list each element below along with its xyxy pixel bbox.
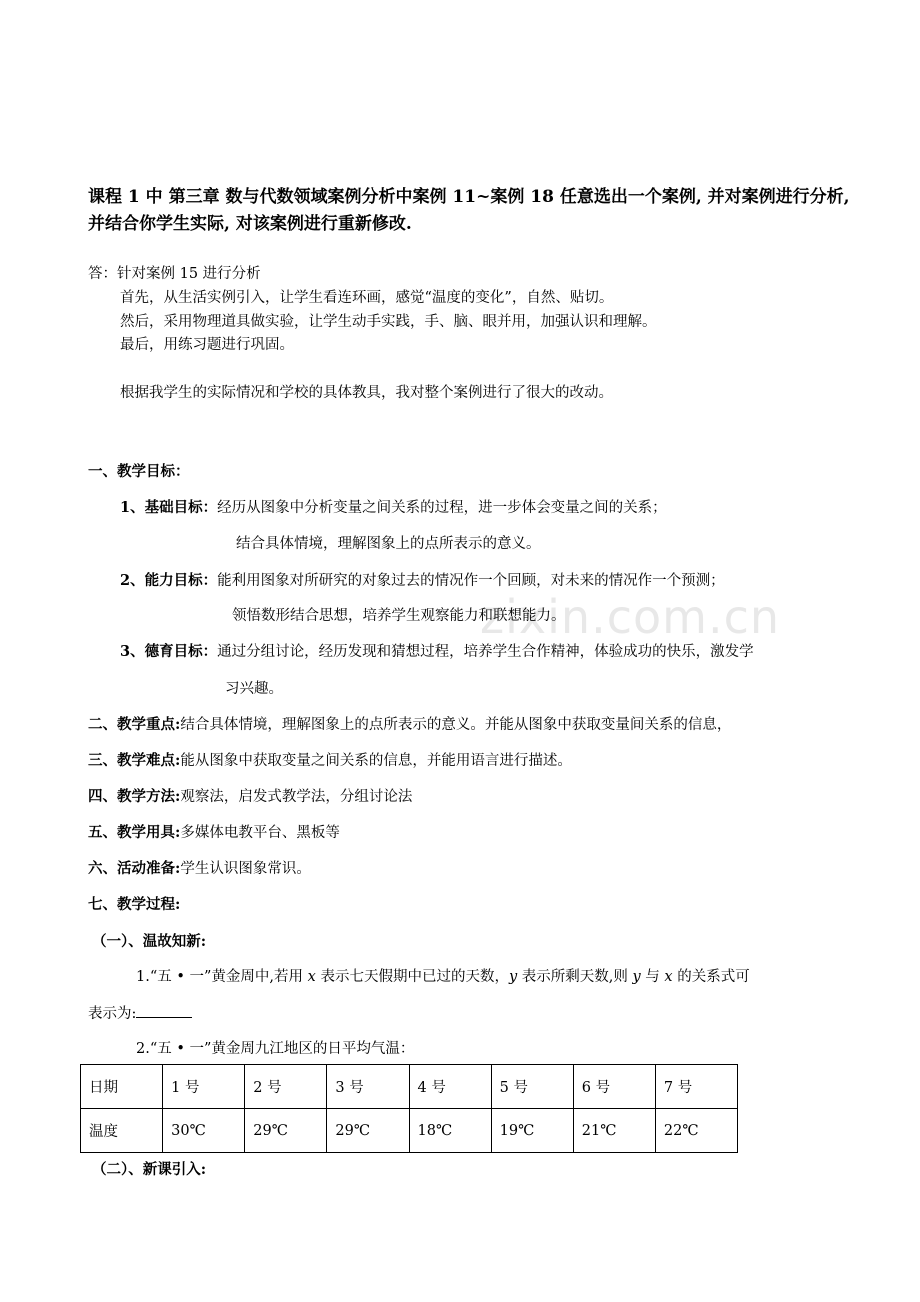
temperature-table	[80, 1064, 738, 1153]
table-cell: 1 号	[163, 1065, 245, 1109]
section-text: 能从图象中获取变量之间关系的信息，并能用语言进行描述。	[180, 753, 572, 769]
var-x: x	[307, 969, 316, 985]
q1-text: 1.“五 • 一”黄金周中,若用	[136, 969, 308, 985]
q1-text: 表示为:	[88, 1006, 137, 1022]
q1-text: 与	[640, 969, 665, 985]
answer-line-2: 然后，采用物理道具做实验，让学生动手实践，手、脑、眼并用，加强认识和理解。	[120, 314, 657, 330]
goal-item-moral	[120, 640, 754, 661]
goal-text: 经历从图象中分析变量之间关系的过程，进一步体会变量之间的关系；	[217, 500, 667, 516]
table-cell: 3 号	[327, 1065, 409, 1109]
section-tools	[88, 821, 340, 842]
table-cell: 7 号	[655, 1065, 737, 1109]
assignment-title: 课程 1 中 第三章 数与代数领域案例分析中案例 11~案例 18 任意选出一个案例, 并对案例进行分析, 并结合你学生实际, 对该案例进行重新修改.	[88, 187, 850, 234]
table-cell: 18℃	[409, 1109, 491, 1153]
table-cell: 29℃	[245, 1109, 327, 1153]
table-cell: 22℃	[655, 1109, 737, 1153]
new-lesson-heading: （二）、新课引入:	[92, 1161, 207, 1178]
section-text: 学生认识图象常识。	[180, 861, 311, 877]
q1-text: 表示所剩天数,则	[517, 969, 633, 985]
table-cell: 29℃	[327, 1109, 409, 1153]
section-preparation	[88, 857, 311, 878]
goal-label: 2、能力目标：	[120, 572, 218, 589]
section-text: 观察法，启发式教学法，分组讨论法	[180, 789, 413, 805]
table-row	[81, 1109, 738, 1153]
answer-blank[interactable]	[136, 1003, 192, 1018]
answer-line-1: 首先，从生活实例引入，让学生看连环画，感觉“温度的变化”，自然、贴切。	[120, 290, 614, 306]
goal-text: 能利用图象对所研究的对象过去的情况作一个回顾，对未来的情况作一个预测；	[217, 573, 725, 589]
section-process	[88, 893, 180, 914]
review-heading: （一）、温故知新:	[92, 933, 207, 950]
goal-item-moral-line2: 习兴趣。	[225, 681, 283, 697]
goal-label: 3、德育目标：	[120, 643, 218, 660]
goal-label: 1、基础目标：	[120, 499, 218, 516]
table-row	[81, 1065, 738, 1109]
table-cell: 5 号	[491, 1065, 573, 1109]
section-label: 二、教学重点:	[88, 716, 181, 733]
q1-text: 的关系式可	[672, 969, 750, 985]
question-1	[136, 965, 750, 986]
table-cell: 19℃	[491, 1109, 573, 1153]
watermark: zixin.com.cn	[480, 590, 781, 644]
table-cell: 21℃	[573, 1109, 655, 1153]
answer-summary: 根据我学生的实际情况和学校的具体教具，我对整个案例进行了很大的改动。	[120, 385, 613, 401]
section-label: 三、教学难点:	[88, 752, 181, 769]
answer-intro: 答：针对案例 15 进行分析	[88, 266, 261, 282]
table-cell: 2 号	[245, 1065, 327, 1109]
section-difficulty	[88, 749, 572, 770]
section-label: 五、教学用具:	[88, 824, 181, 841]
table-cell: 温度	[81, 1109, 163, 1153]
table-cell: 日期	[81, 1065, 163, 1109]
section-label: 六、活动准备:	[88, 860, 181, 877]
question-2: 2.“五 • 一”黄金周九江地区的日平均气温：	[136, 1041, 415, 1057]
goal-item-ability	[120, 569, 725, 590]
goal-item-basic-line2: 结合具体情境，理解图象上的点所表示的意义。	[236, 536, 541, 552]
table-cell: 4 号	[409, 1065, 491, 1109]
section-label: 四、教学方法:	[88, 788, 181, 805]
table-cell: 30℃	[163, 1109, 245, 1153]
var-y: y	[632, 969, 641, 985]
section-text: 多媒体电教平台、黑板等	[180, 825, 340, 841]
goals-heading: 一、教学目标：	[88, 463, 190, 480]
section-text: 结合具体情境，理解图象上的点所表示的意义。并能从图象中获取变量间关系的信息，	[180, 717, 732, 733]
answer-line-3: 最后，用练习题进行巩固。	[120, 337, 294, 353]
var-x: x	[664, 969, 673, 985]
section-focus	[88, 713, 731, 734]
goal-item-ability-line2: 领悟数形结合思想，培养学生观察能力和联想能力。	[232, 608, 566, 624]
goal-item-basic	[120, 496, 667, 517]
question-1-line2	[88, 1002, 192, 1023]
goal-text: 通过分组讨论，经历发现和猜想过程，培养学生合作精神，体验成功的快乐，激发学	[217, 644, 754, 660]
section-method	[88, 785, 412, 806]
section-label: 七、教学过程:	[88, 896, 181, 913]
var-y: y	[508, 969, 518, 985]
q1-text: 表示七天假期中已过的天数，	[315, 969, 509, 985]
table-cell: 6 号	[573, 1065, 655, 1109]
